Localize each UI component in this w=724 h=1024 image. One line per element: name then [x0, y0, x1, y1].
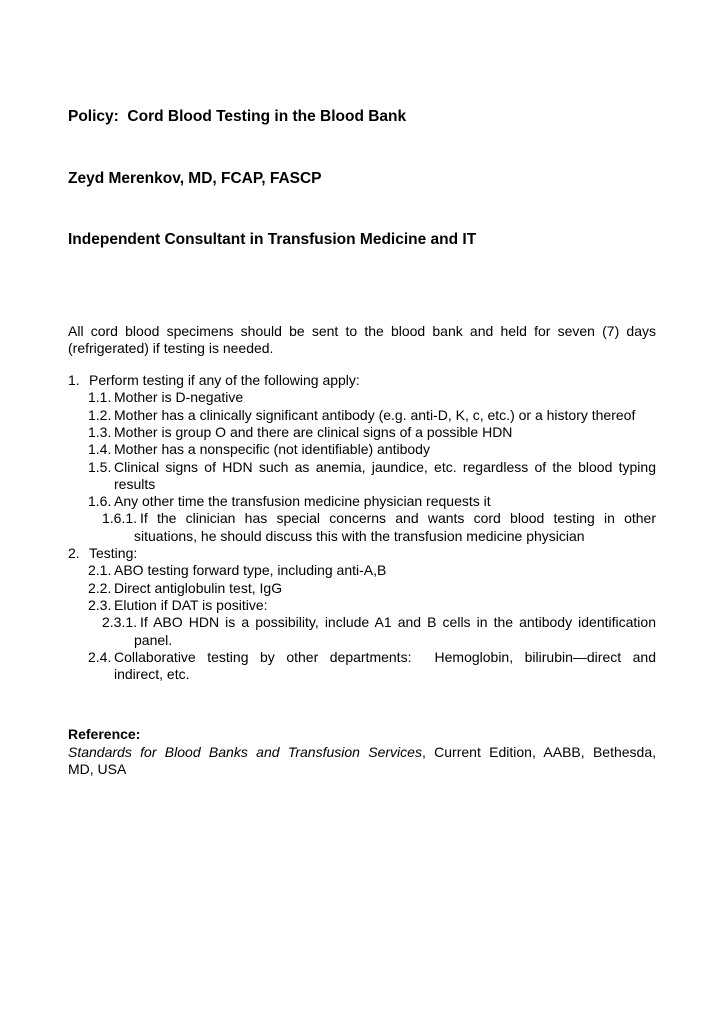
- outline-line: [88, 423, 656, 441]
- item-text: If the clinician has special concerns and wants cord blood testing in other: [140, 510, 656, 527]
- outline-line: [102, 510, 656, 527]
- item-text: Perform testing if any of the following apply:: [89, 372, 360, 389]
- item-text: Elution if DAT is positive:: [114, 596, 268, 613]
- list-number: 1.2.: [88, 406, 112, 423]
- outline-line: [88, 389, 656, 406]
- intro-line-2: (refrigerated) if testing is needed.: [68, 339, 274, 356]
- list-number: 2.3.1.: [102, 614, 138, 631]
- outline-line: [134, 528, 656, 545]
- outline-line: [88, 562, 656, 579]
- outline-line: [114, 476, 656, 493]
- list-number: 2.1.: [88, 562, 112, 579]
- reference-citation-title: Standards for Blood Banks and Transfusion Services: [68, 743, 422, 760]
- list-number: 1.5.: [88, 458, 112, 475]
- item-text: panel.: [134, 631, 173, 648]
- list-number: 1.6.: [88, 493, 112, 510]
- author-role: Independent Consultant in Transfusion Medicine and IT: [68, 231, 477, 248]
- item-text: results: [114, 475, 156, 492]
- outline-item-2-3-1: [68, 614, 656, 649]
- item-text: Testing:: [89, 545, 138, 562]
- outline-line: [88, 579, 656, 597]
- outline-item-2-1: [68, 562, 656, 579]
- list-number: 2.3.: [88, 596, 112, 613]
- outline-item-2: [68, 545, 656, 562]
- item-text: Mother is group O and there are clinical signs of a possible HDN: [114, 423, 513, 440]
- outline-line: [68, 545, 656, 562]
- author-name: Zeyd Merenkov, MD, FCAP, FASCP: [68, 169, 322, 187]
- list-number: 2.4.: [88, 648, 112, 665]
- item-text: Clinical signs of HDN such as anemia, jaundice, etc. regardless of the blood typing: [114, 458, 656, 475]
- outline-item-1-5: [68, 459, 656, 494]
- outline-item-1-4: [68, 441, 656, 458]
- outline-line: [88, 406, 656, 424]
- reference-citation-line-1: [68, 744, 656, 761]
- outline-item-1-3: [68, 424, 656, 441]
- outline-line: [102, 614, 656, 631]
- item-text: ABO testing forward type, including anti-A,B: [114, 562, 387, 579]
- list-number: 2.2.: [88, 579, 112, 596]
- item-text: Any other time the transfusion medicine physician requests it: [114, 493, 491, 510]
- item-text: Direct antiglobulin test, IgG: [114, 579, 283, 596]
- reference-section: [68, 726, 656, 778]
- reference-citation-detail: , Current Edition, AABB, Bethesda,: [421, 743, 656, 760]
- policy-title: Policy: Cord Blood Testing in the Blood Bank: [68, 108, 407, 125]
- outline-line: [88, 596, 656, 614]
- outline-line: [88, 648, 656, 666]
- list-number: 1.: [68, 372, 80, 389]
- list-number: 2.: [68, 545, 80, 562]
- policy-outline: [68, 372, 656, 683]
- list-number: 1.4.: [88, 441, 112, 458]
- outline-item-1: [68, 372, 656, 389]
- reference-citation-line-2: MD, USA: [68, 761, 127, 778]
- item-text: Mother is D-negative: [114, 389, 244, 406]
- item-text: Mother has a clinically significant antibody (e.g. anti-D, K, c, etc.) or a history thereof: [114, 406, 636, 423]
- item-text: indirect, etc.: [114, 666, 190, 683]
- outline-line: [88, 441, 656, 458]
- list-number: 1.6.1.: [102, 510, 138, 527]
- outline-item-2-3: [68, 597, 656, 614]
- outline-line: [68, 372, 656, 389]
- outline-line: [134, 632, 656, 649]
- item-text: Collaborative testing by other departments: Hemoglobin, bilirubin—direct and: [114, 648, 656, 665]
- item-text: If ABO HDN is a possibility, include A1 and B cells in the antibody identification: [140, 614, 656, 631]
- intro-paragraph: [68, 323, 656, 358]
- outline-item-2-2: [68, 580, 656, 597]
- item-text: situations, he should discuss this with the transfusion medicine physician: [134, 527, 585, 544]
- outline-item-1-2: [68, 407, 656, 424]
- intro-line-1: All cord blood specimens should be sent to the blood bank and held for seven (7) days: [68, 322, 656, 339]
- outline-item-1-6: [68, 493, 656, 510]
- outline-line: [88, 458, 656, 476]
- outline-item-1-6-1: [68, 510, 656, 545]
- list-number: 1.3.: [88, 423, 112, 440]
- reference-heading: Reference:: [68, 726, 141, 743]
- list-number: 1.1.: [88, 389, 112, 406]
- item-text: Mother has a nonspecific (not identifiable) antibody: [114, 441, 430, 458]
- document-header: [68, 66, 656, 292]
- outline-line: [88, 493, 656, 510]
- outline-item-2-4: [68, 649, 656, 684]
- outline-line: [114, 666, 656, 683]
- outline-item-1-1: [68, 389, 656, 406]
